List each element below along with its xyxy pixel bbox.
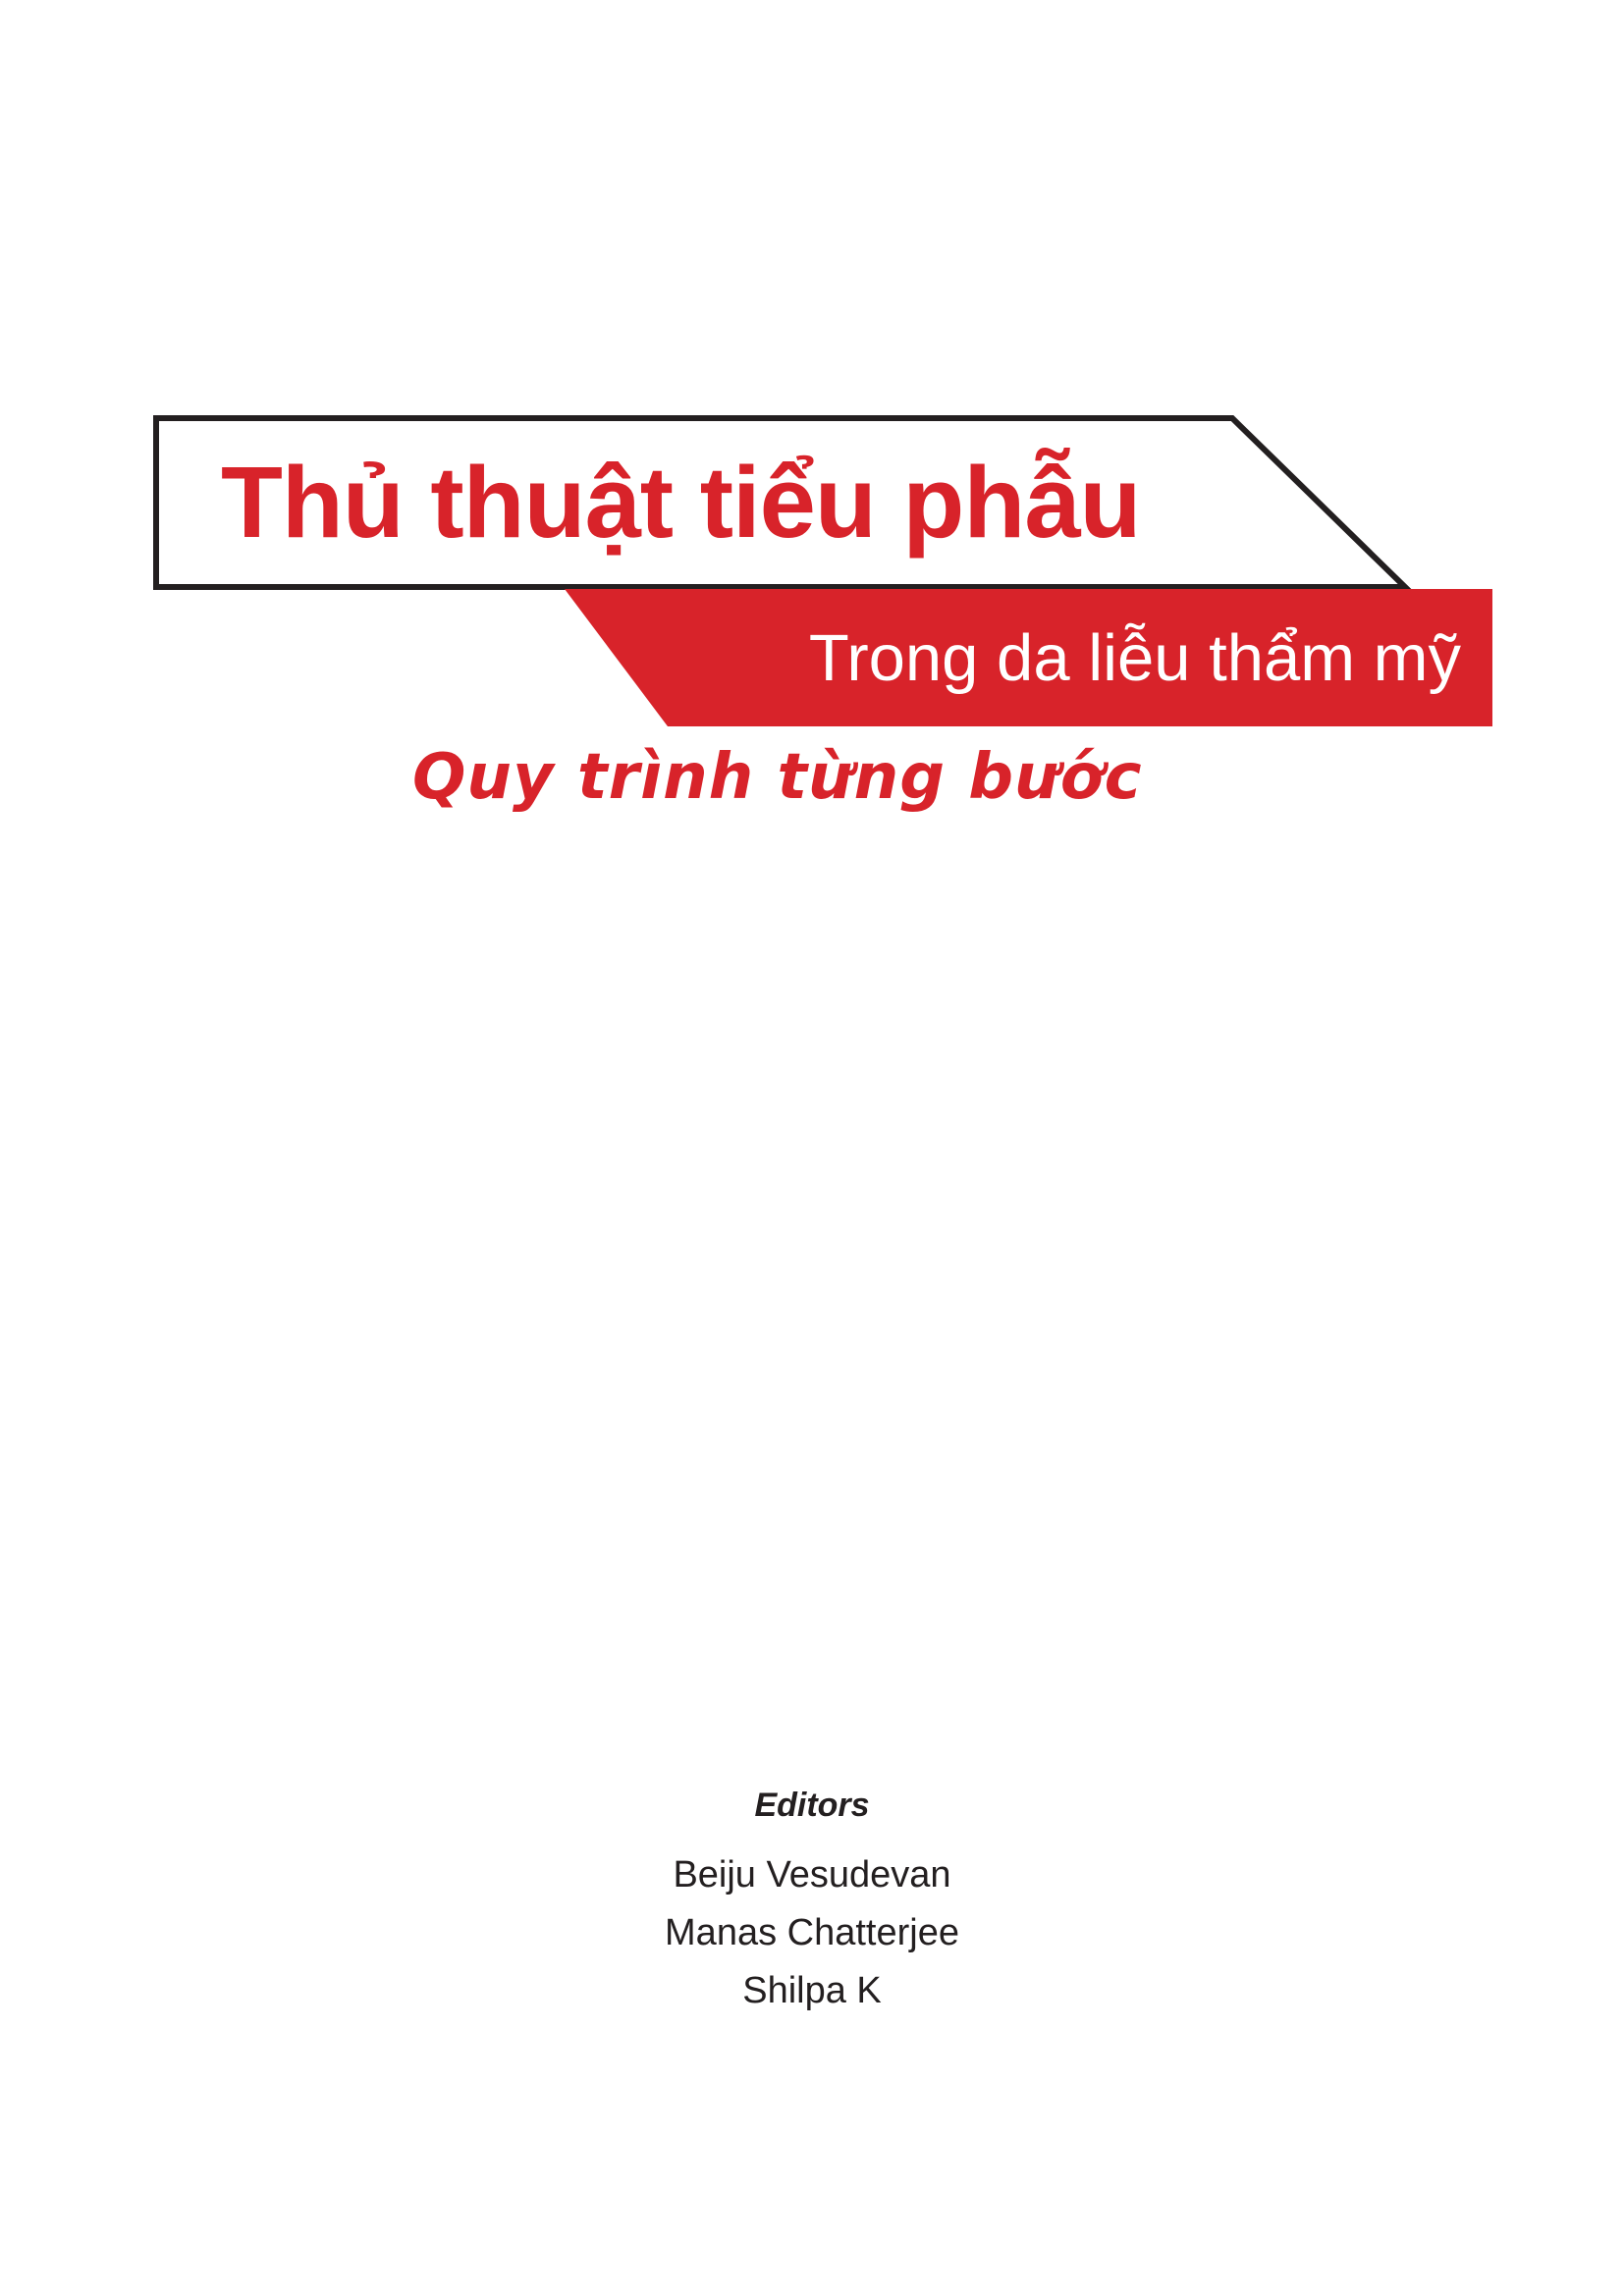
subtitle-banner bbox=[565, 589, 1492, 726]
cover-title-block bbox=[0, 0, 1624, 883]
editors-heading: Editors bbox=[754, 1787, 870, 1824]
editor-name: Shilpa K bbox=[742, 1969, 882, 2011]
editor-name: Beiju Vesudevan bbox=[673, 1854, 951, 1896]
editor-name: Manas Chatterjee bbox=[665, 1911, 959, 1953]
page-subtitle: Trong da liễu thẩm mỹ bbox=[808, 620, 1461, 695]
page-tagline: Quy trình từng bước bbox=[412, 741, 1143, 814]
page-title: Thủ thuật tiểu phẫu bbox=[221, 445, 1141, 559]
editors-block bbox=[0, 1787, 1624, 2020]
main-title-frame bbox=[152, 414, 1409, 591]
